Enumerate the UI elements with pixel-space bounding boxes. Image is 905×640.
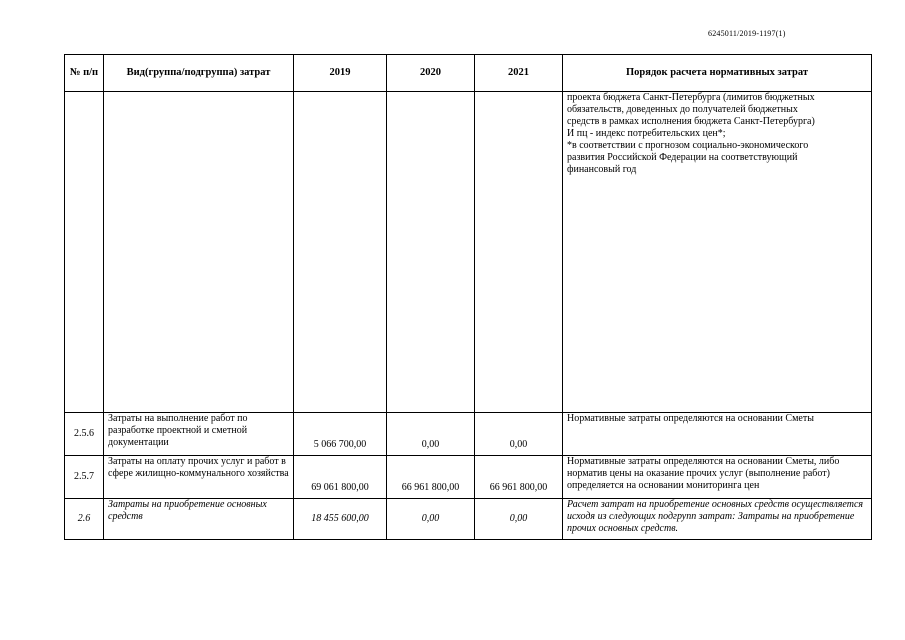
header-row xyxy=(65,55,872,92)
cell-2021 xyxy=(475,92,563,413)
cell-2021: 66 961 800,00 xyxy=(475,456,563,499)
method-line: И пц - индекс потребительских цен*; xyxy=(567,128,726,139)
cell-type: Затраты на оплату прочих услуг и работ в сфере жилищно-коммунального хозяйства xyxy=(104,456,294,499)
cell-2020 xyxy=(387,92,475,413)
cell-2020: 0,00 xyxy=(387,413,475,456)
header-type: Вид(группа/подгруппа) затрат xyxy=(104,55,294,92)
header-num: № п/п xyxy=(65,55,104,92)
cell-2021: 0,00 xyxy=(475,499,563,540)
cell-2020: 0,00 xyxy=(387,499,475,540)
method-line: развития Российской Федерации на соответствующий xyxy=(567,152,798,163)
cell-method: Нормативные затраты определяются на основании Сметы xyxy=(563,413,872,456)
method-line: обязательств, доведенных до получателей бюджетных xyxy=(567,104,798,115)
table-row xyxy=(65,499,872,540)
table-row xyxy=(65,456,872,499)
cell-num: 2.5.6 xyxy=(65,413,104,456)
cell-2019: 69 061 800,00 xyxy=(294,456,387,499)
cell-method-continued xyxy=(563,92,872,413)
header-method: Порядок расчета нормативных затрат xyxy=(563,55,872,92)
method-line: финансовый год xyxy=(567,164,637,175)
table-row xyxy=(65,413,872,456)
cell-2019 xyxy=(294,92,387,413)
header-2019: 2019 xyxy=(294,55,387,92)
cell-2020: 66 961 800,00 xyxy=(387,456,475,499)
table-row-continued xyxy=(65,92,872,413)
cell-type xyxy=(104,92,294,413)
cell-method: Расчет затрат на приобретение основных средств осуществляется исходя из следующих подгрупп затрат: Затраты на приобретение прочих основных средств. xyxy=(563,499,872,540)
method-line: проекта бюджета Санкт-Петербурга (лимитов бюджетных xyxy=(567,92,815,103)
cell-method: Нормативные затраты определяются на основании Сметы, либо норматив цены на оказание прочих услуг (выполнение работ) определяется на основании мониторинга цен xyxy=(563,456,872,499)
cell-num xyxy=(65,92,104,413)
cell-2019: 5 066 700,00 xyxy=(294,413,387,456)
header-2020: 2020 xyxy=(387,55,475,92)
cell-2021: 0,00 xyxy=(475,413,563,456)
document-id: 6245011/2019-1197(1) xyxy=(708,29,786,38)
cell-2019: 18 455 600,00 xyxy=(294,499,387,540)
method-line: *в соответствии с прогнозом социально-экономического xyxy=(567,140,809,151)
cell-num: 2.5.7 xyxy=(65,456,104,499)
method-line: средств в рамках исполнения бюджета Санкт-Петербурга) xyxy=(567,116,815,127)
header-2021: 2021 xyxy=(475,55,563,92)
cost-table xyxy=(64,54,872,540)
cell-type: Затраты на выполнение работ по разработке проектной и сметной документации xyxy=(104,413,294,456)
cell-num: 2.6 xyxy=(65,499,104,540)
cell-type: Затраты на приобретение основных средств xyxy=(104,499,294,540)
